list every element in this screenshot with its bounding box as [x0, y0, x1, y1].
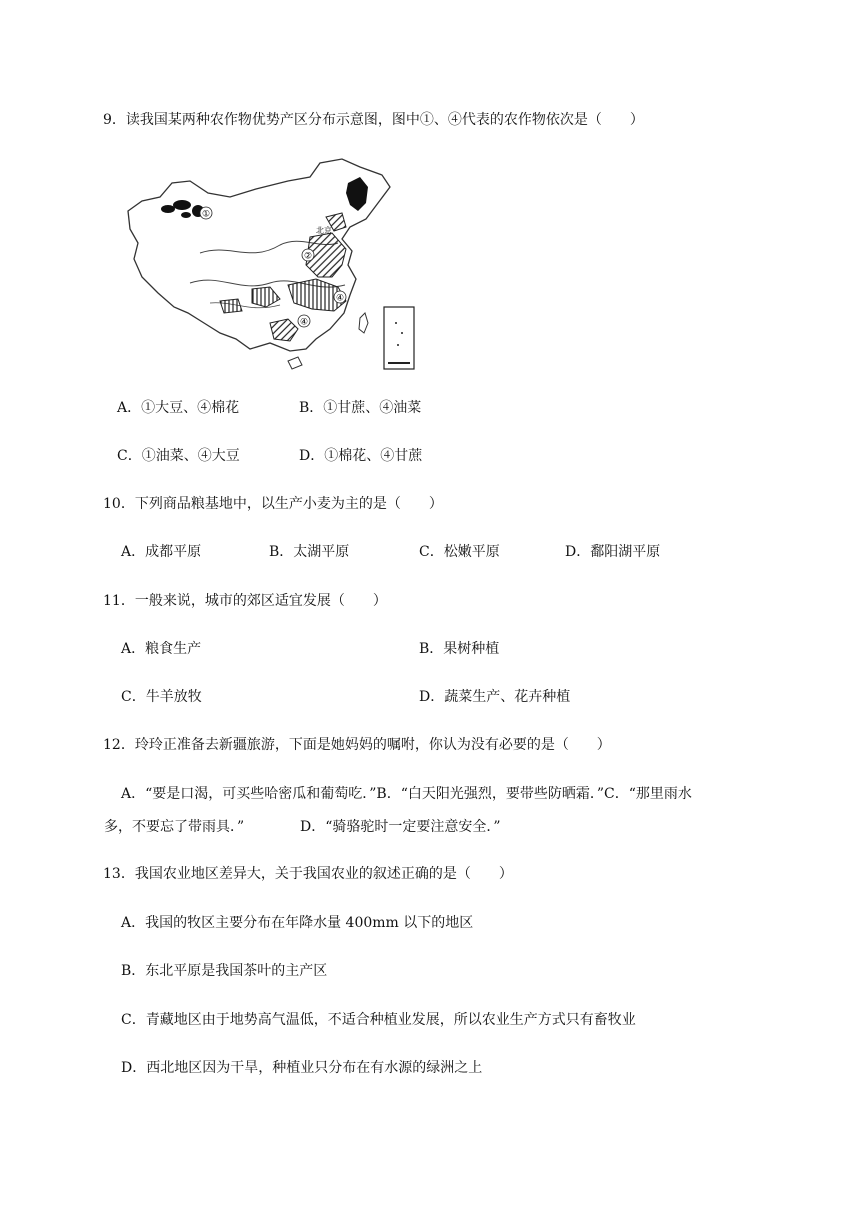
q13-option-a[interactable]: A．我国的牧区主要分布在年降水量 400mm 以下的地区 [121, 915, 474, 931]
q12-stem: 12．玲玲正准备去新疆旅游，下面是她妈妈的嘱咐，你认为没有必要的是（ ） [103, 737, 611, 753]
hainan-island [288, 357, 302, 369]
q12-options-line1[interactable]: A．“要是口渴，可买些哈密瓜和葡萄吃．”B．“白天阳光强烈，要带些防晒霜．”C．“那里雨水 [121, 786, 692, 802]
q10-option-c[interactable]: C．松嫩平原 [419, 544, 500, 560]
map-label-4b: ④ [299, 317, 309, 328]
q10-option-a[interactable]: A．成都平原 [121, 544, 202, 560]
q9-option-a[interactable]: A．①大豆、④棉花 [117, 400, 240, 416]
q11-stem: 11．一般来说，城市的郊区适宜发展（ ） [103, 593, 387, 609]
q10-option-d[interactable]: D．鄱阳湖平原 [565, 544, 661, 560]
q13-option-b[interactable]: B．东北平原是我国茶叶的主产区 [121, 963, 328, 979]
map-label-2: ② [303, 251, 313, 262]
map-label-4a: ④ [335, 293, 345, 304]
q13-stem: 13．我国农业地区差异大，关于我国农业的叙述正确的是（ ） [103, 866, 513, 882]
q11-option-d[interactable]: D．蔬菜生产、花卉种植 [419, 689, 571, 705]
q11-option-b[interactable]: B．果树种植 [419, 641, 500, 657]
q9-option-c[interactable]: C．①油菜、④大豆 [117, 448, 240, 464]
china-map-figure [120, 153, 420, 373]
q10-option-b[interactable]: B．太湖平原 [269, 544, 350, 560]
q9-stem: 9．读我国某两种农作物优势产区分布示意图，图中①、④代表的农作物依次是（ ） [103, 112, 644, 128]
q10-stem: 10．下列商品粮基地中，以生产小麦为主的是（ ） [103, 496, 443, 512]
q12-option-d[interactable]: D．“骑骆驼时一定要注意安全．” [300, 819, 501, 835]
q9-option-b[interactable]: B．①甘蔗、④油菜 [299, 400, 422, 416]
q13-option-d[interactable]: D．西北地区因为干旱，种植业只分布在有水源的绿洲之上 [121, 1060, 483, 1076]
map-label-1: ① [201, 209, 211, 220]
map-label-beijing: 北京 [316, 226, 332, 235]
china-crop-map [120, 153, 420, 373]
q9-option-d[interactable]: D．①棉花、④甘蔗 [299, 448, 423, 464]
q11-option-c[interactable]: C．牛羊放牧 [121, 689, 202, 705]
q11-option-a[interactable]: A．粮食生产 [121, 641, 202, 657]
q13-option-c[interactable]: C．青藏地区由于地势高气温低，不适合种植业发展，所以农业生产方式只有畜牧业 [121, 1012, 636, 1028]
q12-options-line2a[interactable]: 多，不要忘了带雨具．” [104, 819, 245, 835]
taiwan-island [359, 313, 368, 333]
